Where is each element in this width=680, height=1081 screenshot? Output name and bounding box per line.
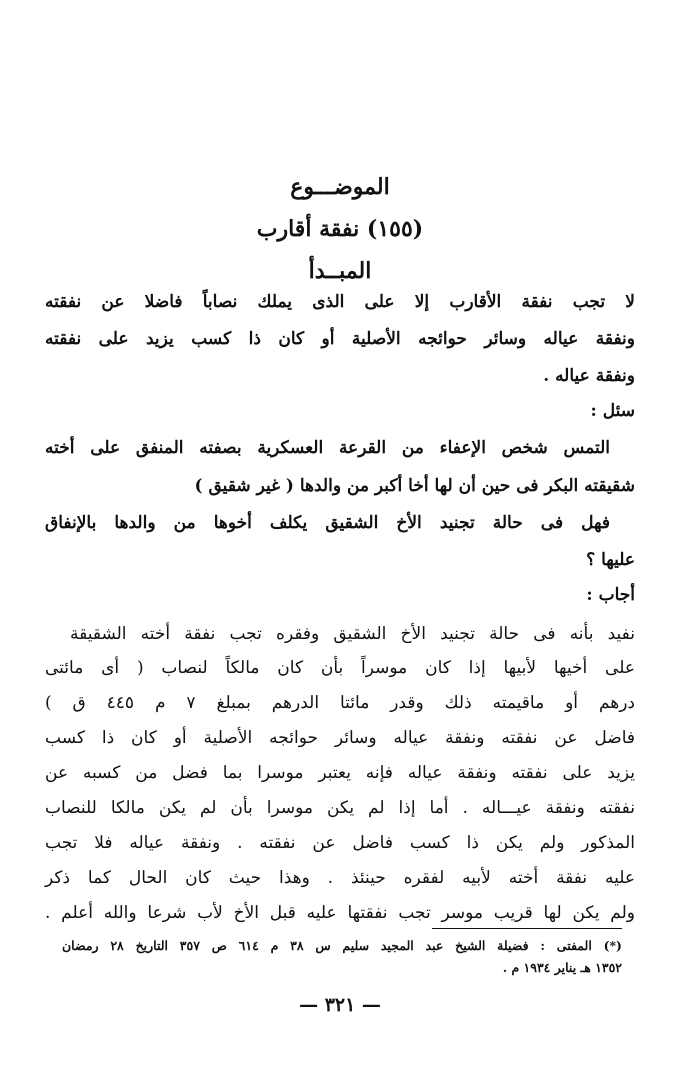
principle-heading: المبــدأ [308,258,372,284]
answer-line: نفيد بأنه فى حالة تجنيد الأخ الشقيق وفقره تجب نفقة أخته الشقيقة [70,624,635,644]
answer-line: على أخيها لأبيها إذا كان موسراً بأن كان مالكاً لنصاب ( أى مائتى [45,658,635,678]
answer-line: المذكور ولم يكن ذا كسب فاضل عن نفقته . ونفقة عياله فلا تجب [45,833,635,853]
answer-line: فاضل عن نفقته ونفقة عياله وسائر حوائجه الأصلية أو كان ذا كسب [45,728,635,748]
footnote-line: (*) المفتى : فضيلة الشيخ عبد المجيد سليم س ٣٨ م ٦١٤ ص ٣٥٧ التاريخ ٢٨ رمضان [62,938,622,953]
question-label: سئل : [590,401,635,421]
answer-line: درهم أو ماقيمته ذلك وقدر مائتا الدرهم بمبلغ ٧ م ٤٤٥ ق ) [45,693,636,713]
page-number: — ٣٢١ — [299,994,381,1016]
answer-line: يزيد على نفقته ونفقة عياله فإنه يعتبر موسرا بما فضل من كسبه عن [45,763,635,783]
principle-line: ونفقة عياله . [543,366,635,386]
answer-line: نفقته ونفقة عيـــاله . أما إذا لم يكن موسرا بأن لم يكن مالكا للنصاب [45,798,635,818]
answer-line: ولم يكن لها قريب موسر تجب نفقتها عليه قبل الأخ لأب شرعا والله أعلم . [45,903,635,923]
footnote-divider [432,928,622,929]
answer-label: أجاب : [586,585,635,605]
principle-line: ونفقة عياله وسائر حوائجه الأصلية أو كان ذا كسب يزيد على نفقته [45,329,635,349]
principle-line: لا تجب نفقة الأقارب إلا على الذى يملك نصاباً فاضلا عن نفقته [45,292,635,312]
question-line: عليها ؟ [586,550,635,570]
answer-line: عليه نفقة أخته لأبيه لفقره حينئذ . وهذا حيث كان الحال كما ذكر [45,868,635,888]
fatwa-title: (١٥٥) نفقة أقارب [256,216,424,242]
question-line: شقيقته البكر فى حين أن لها أخا أكبر من والدها ( غير شقيق ) [194,476,635,496]
footnote-line: ١٣٥٢ هـ يناير ١٩٣٤ م . [502,960,622,975]
question-line: التمس شخص الإعفاء من القرعة العسكرية بصفته المنفق على أخته [45,438,610,458]
topic-heading: الموضـــوع [290,174,390,200]
question-line: فهل فى حالة تجنيد الأخ الشقيق يكلف أخوها من والدها بالإنفاق [45,513,610,533]
